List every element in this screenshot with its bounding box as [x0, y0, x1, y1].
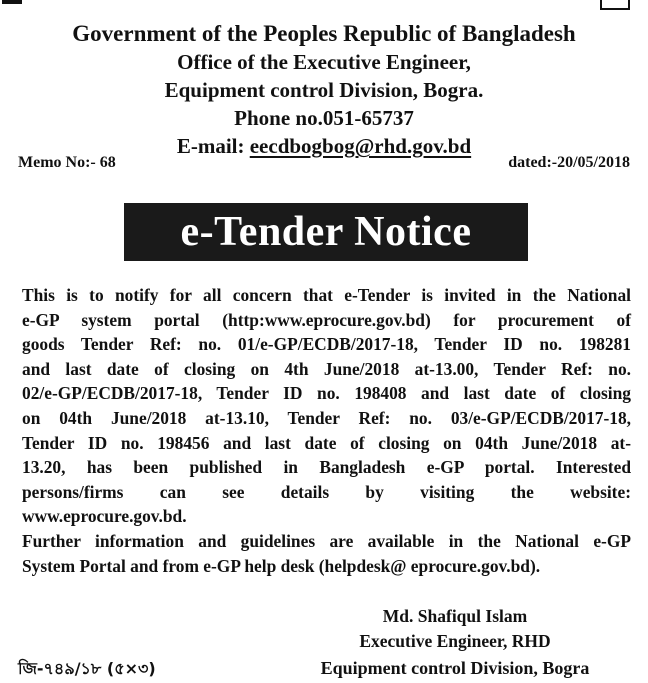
office-title: Office of the Executive Engineer, — [177, 50, 471, 74]
email-label: E-mail: — [176, 134, 250, 158]
body-line: 13.20, has been published in Bangladesh e-GP portal. Interested — [22, 457, 631, 478]
memo-row — [18, 154, 630, 172]
border-fragment — [600, 0, 630, 10]
memo-number: Memo No:- 68 — [18, 154, 116, 171]
signatory-office: Equipment control Division, Bogra — [320, 658, 590, 678]
top-edge-fragment — [0, 0, 648, 14]
border-fragment — [2, 0, 22, 4]
body-line: e-GP system portal (http:www.eprocure.gov.bd) for procurement of — [22, 309, 631, 330]
notice-title-banner — [124, 203, 528, 261]
body-line: Tender ID no. 198456 and last date of closing on 04th June/2018 at- — [22, 432, 631, 453]
body-line: on 04th June/2018 at-13.10, Tender Ref: no. 03/e-GP/ECDB/2017-18, — [22, 407, 631, 428]
phone-number: Phone no.051-65737 — [234, 106, 414, 130]
body-line: 02/e-GP/ECDB/2017-18, Tender ID no. 198408 and last date of closing — [22, 383, 631, 404]
print-reference-code: জি-৭৪৯/১৮ (৫×৩) — [18, 659, 156, 678]
email-address[interactable]: eecdbogbog@rhd.gov.bd — [249, 134, 472, 158]
body-line: persons/firms can see details by visiting the website: — [22, 481, 631, 502]
body-line: and last date of closing on 4th June/2018 at-13.00, Tender Ref: no. — [22, 358, 631, 379]
division-title: Equipment control Division, Bogra. — [164, 78, 484, 102]
government-title: Government of the Peoples Republic of Bangladesh — [72, 21, 576, 46]
signatory-title: Executive Engineer, RHD — [359, 631, 551, 651]
memo-date: dated:-20/05/2018 — [508, 154, 630, 171]
body-line: goods Tender Ref: no. 01/e-GP/ECDB/2017-18, Tender ID no. 198281 — [22, 334, 631, 355]
body-line: This is to notify for all concern that e-Tender is invited in the National — [22, 285, 631, 305]
letterhead — [0, 20, 648, 160]
signatory-name: Md. Shafiqul Islam — [382, 606, 528, 626]
notice-title: e-Tender Notice — [180, 209, 472, 255]
body-line: www.eprocure.gov.bd. — [22, 506, 187, 527]
body-line: Further information and guidelines are available in the National e-GP — [22, 530, 631, 551]
notice-body — [22, 283, 631, 578]
body-line: System Portal and from e-GP help desk (helpdesk@ eprocure.gov.bd). — [22, 555, 541, 576]
